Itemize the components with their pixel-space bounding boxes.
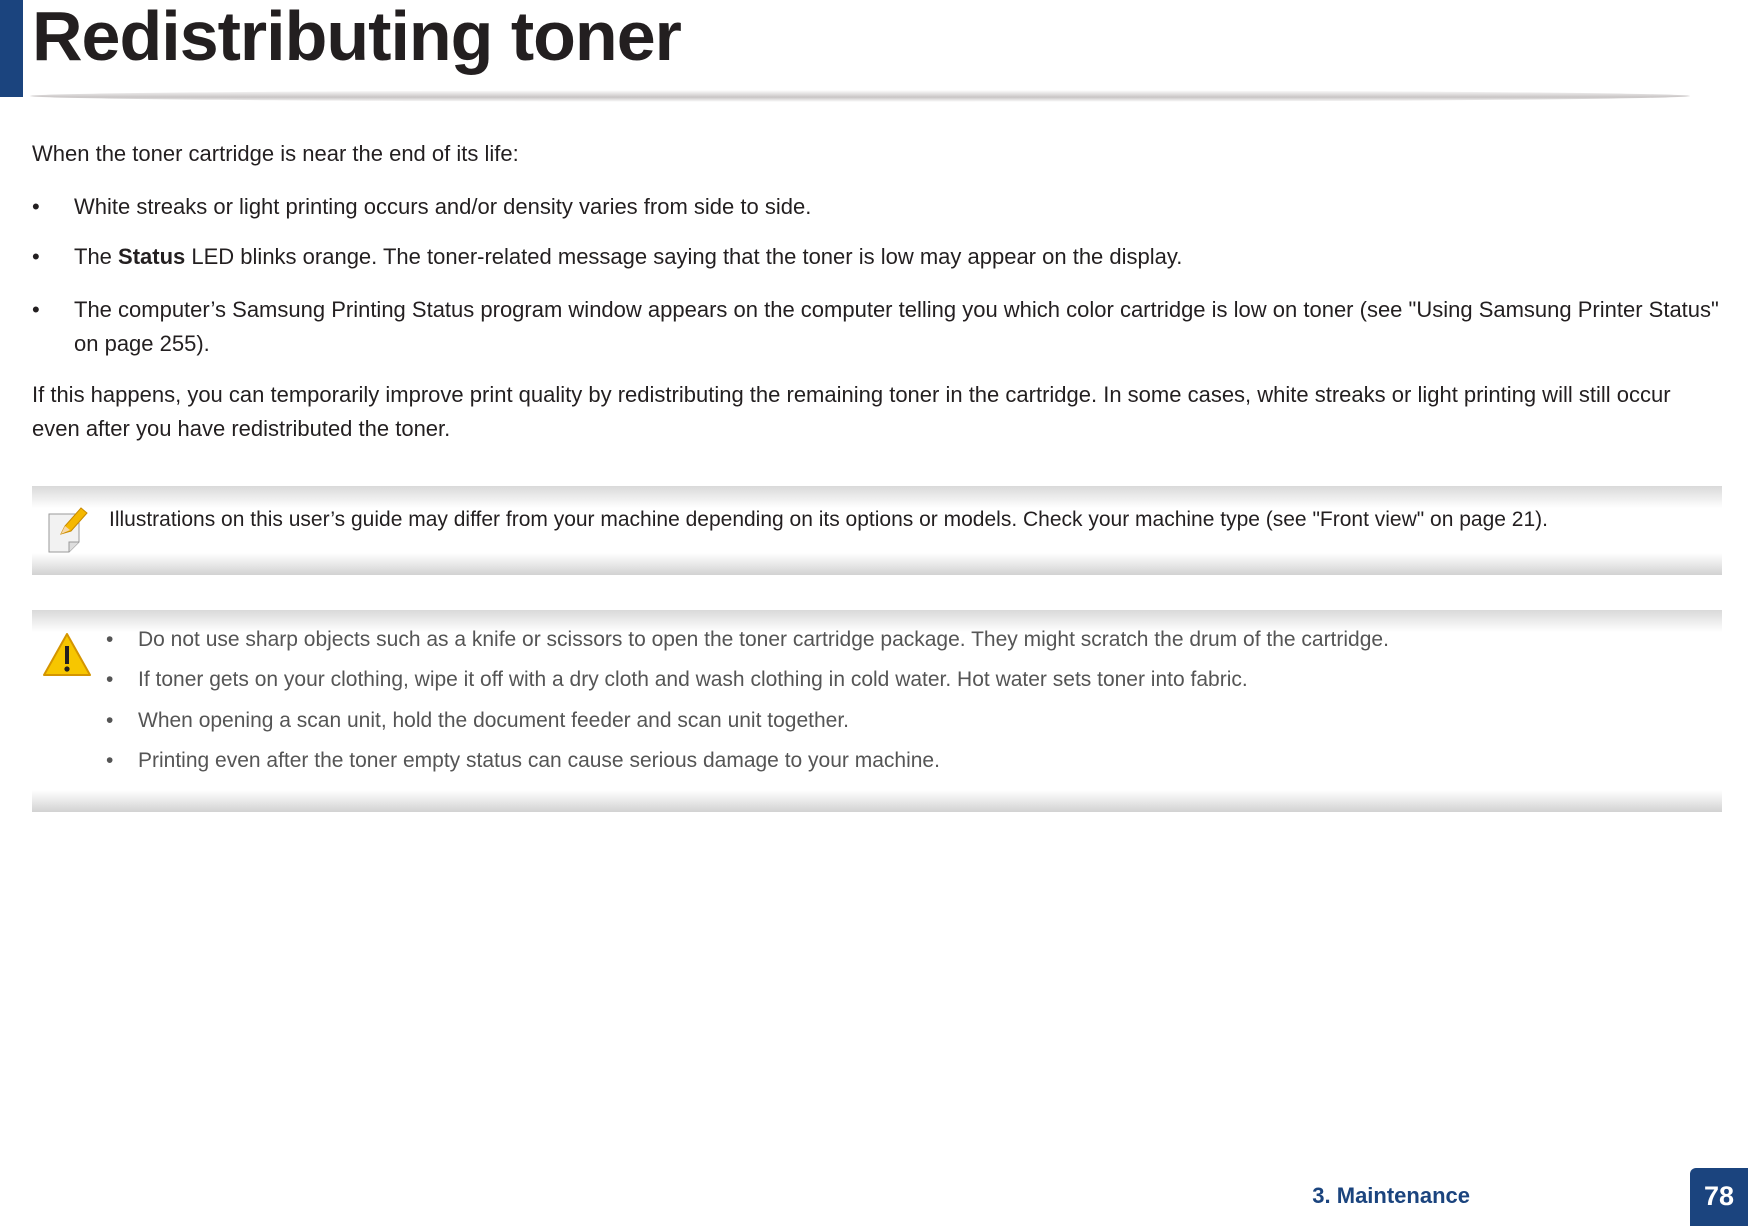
bullet-dot: • [32, 244, 40, 269]
bullet-dot: • [106, 628, 114, 651]
bullet-dot: • [32, 194, 40, 219]
footer-chapter: 3. Maintenance [1312, 1183, 1470, 1208]
title-divider [30, 90, 1690, 102]
bullet-dot: • [106, 668, 114, 691]
bullet-dot: • [32, 297, 40, 322]
status-keyword: Status [118, 244, 186, 269]
body-paragraph: If this happens, you can temporarily improve print quality by redistributing the remaining toner in the cartridge. In some cases, white streaks or light printing will still occur even after you have redistributed the toner. [32, 382, 1671, 441]
note-text: Illustrations on this user’s guide may differ from your machine depending on its options or models. Check your machine type (see "Front view" on page 21). [109, 508, 1548, 531]
title-accent-bar [0, 0, 23, 97]
caution-item [106, 749, 940, 773]
caution-text: Do not use sharp objects such as a knife or scissors to open the toner cartridge package. They might scratch the drum of the cartridge. [138, 628, 1389, 651]
note-pencil-icon [47, 506, 89, 554]
caution-item [106, 709, 849, 733]
note-box [32, 486, 1722, 575]
caution-text: Printing even after the toner empty status can cause serious damage to your machine. [138, 749, 940, 772]
bullet-text: The computer’s Samsung Printing Status program window appears on the computer telling you which color cartridge is low on toner (see "Using Samsung Printer Status" on page 255). [74, 297, 1719, 356]
bullet-text-post: LED blinks orange. The toner-related message saying that the toner is low may appear on the display. [185, 244, 1183, 269]
caution-text: If toner gets on your clothing, wipe it off with a dry cloth and wash clothing in cold water. Hot water sets toner into fabric. [138, 668, 1248, 691]
page-title: Redistributing toner [32, 0, 681, 75]
warning-icon [42, 632, 92, 678]
bullet-dot: • [106, 709, 114, 732]
bullet-item [32, 190, 1722, 224]
caution-item [106, 668, 1248, 692]
page-number: 78 [1690, 1168, 1748, 1226]
bullet-text [32, 240, 1722, 274]
bullet-item [32, 240, 1722, 274]
bullet-dot: • [106, 749, 114, 772]
caution-item [106, 628, 1389, 652]
bullet-item [32, 293, 1722, 361]
bullet-text-pre: The [74, 244, 119, 269]
caution-text: When opening a scan unit, hold the document feeder and scan unit together. [138, 709, 849, 732]
intro-text: When the toner cartridge is near the end of its life: [32, 141, 519, 166]
bullet-text: White streaks or light printing occurs and/or density varies from side to side. [74, 194, 812, 219]
